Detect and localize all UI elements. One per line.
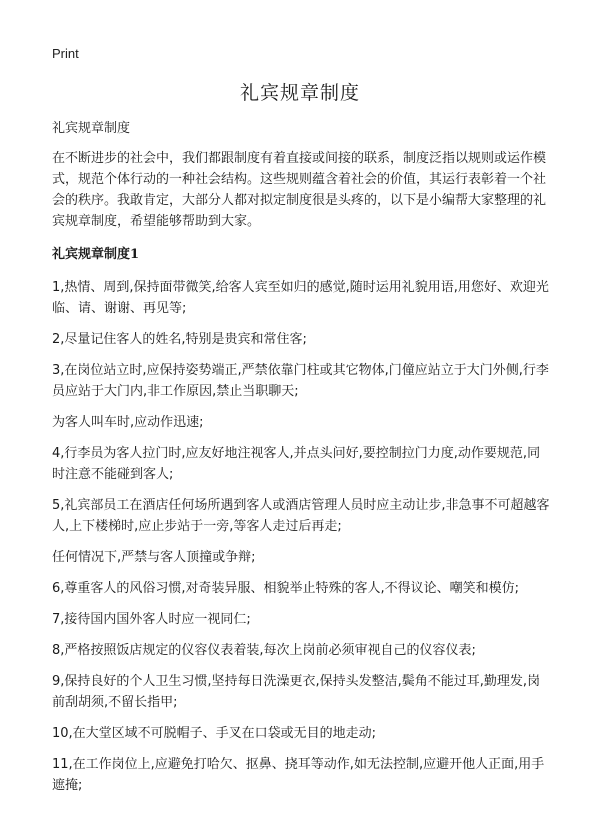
rule-item: 9,保持良好的个人卫生习惯,坚持每日洗澡更衣,保持头发整洁,鬓角不能过耳,勤理发,岗前刮胡须,不留长指甲; xyxy=(52,674,541,710)
rule-item: 8,严格按照饭店规定的仪容仪表着装,每次上岗前必须审视自己的仪容仪表; xyxy=(52,643,476,658)
rule-item: 11,在工作岗位上,应避免打哈欠、抠鼻、挠耳等动作,如无法控制,应避开他人正面,用手遮掩; xyxy=(52,757,545,793)
rule-item: 4,行李员为客人拉门时,应友好地注视客人,并点头问好,要控制拉门力度,动作要规范,同时注意不能碰到客人; xyxy=(52,446,541,482)
document-body xyxy=(52,118,552,806)
rule-item: 任何情况下,严禁与客人顶撞或争辩; xyxy=(52,550,256,565)
rule-item: 5,礼宾部员工在酒店任何场所遇到客人或酒店管理人员时应主动让步,非急事不可超越客人,上下楼梯时,应止步站于一旁,等客人走过后再走; xyxy=(52,498,550,534)
rule-item: 2,尽量记住客人的姓名,特别是贵宾和常住客; xyxy=(52,332,307,347)
rule-item: 7,接待国内国外客人时应一视同仁; xyxy=(52,612,251,627)
rule-item: 6,尊重客人的风俗习惯,对奇装异服、相貌举止特殊的客人,不得议论、嘲笑和模仿; xyxy=(52,581,520,596)
rule-item: 1,热情、周到,保持面带微笑,给客人宾至如归的感觉,随时运用礼貌用语,用您好、欢迎光临、请、谢谢、再见等; xyxy=(52,280,549,316)
document-subtitle: 礼宾规章制度 xyxy=(52,121,131,136)
section-heading: 礼宾规章制度1 xyxy=(52,247,140,262)
document-title: 礼宾规章制度 xyxy=(239,82,360,104)
rule-item: 10,在大堂区域不可脱帽子、手叉在口袋或无目的地走动; xyxy=(52,726,377,741)
rule-item: 3,在岗位站立时,应保持姿势端正,严禁依靠门柱或其它物体,门僮应站立于大门外侧,行李员应站于大门内,非工作原因,禁止当职聊天; xyxy=(52,363,549,399)
print-link[interactable]: Print xyxy=(52,46,79,61)
rule-item: 为客人叫车时,应动作迅速; xyxy=(52,415,204,430)
intro-paragraph: 在不断进步的社会中，我们都跟制度有着直接或间接的联系，制度泛指以规则或运作模式，规范个体行动的一种社会结构。这些规则蕴含着社会的价值，其运行表彰着一个社会的秩序。我敢肯定，大部分人都对拟定制度很是头疼的，以下是小编帮大家整理的礼宾规章制度，希望能够帮助到大家。 xyxy=(52,151,547,229)
